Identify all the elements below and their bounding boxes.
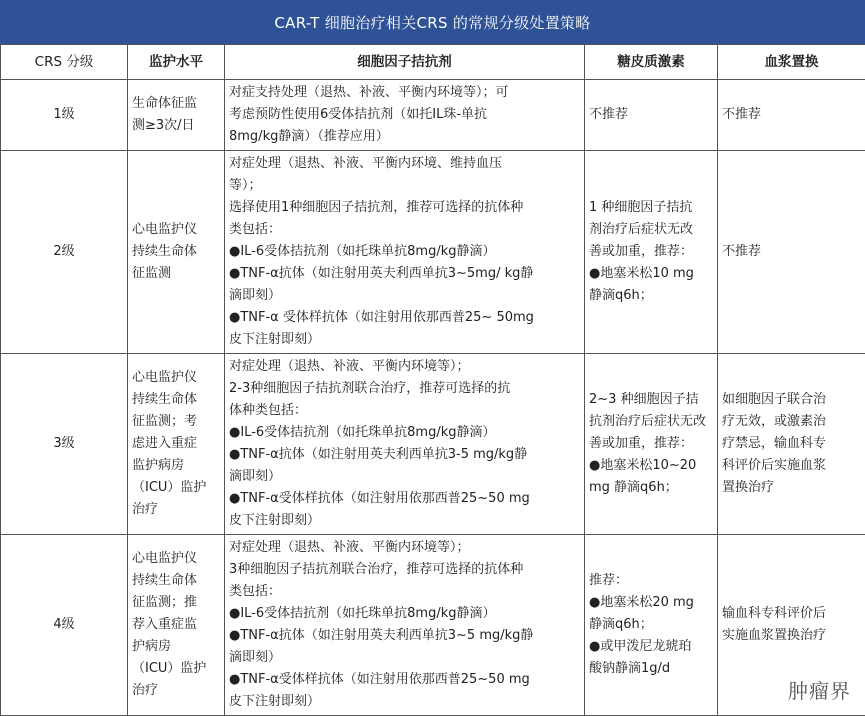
cell-text-line: 考虑预防性使用6受体拮抗剂（如托IL珠-单抗: [229, 104, 580, 126]
cell-text-line: 持续生命体: [132, 389, 220, 411]
cell-monitoring: [128, 535, 225, 716]
table-row: [1, 80, 865, 151]
cell-text-line: 皮下注射即刻）: [229, 691, 580, 713]
cell-text-line: 类包括：: [229, 219, 580, 241]
cell-text-line: 静滴q6h；: [589, 614, 713, 636]
cell-text-line: 测≥3次/日: [132, 115, 220, 137]
cell-text-line: 如细胞因子联合治: [722, 389, 861, 411]
header-row: [1, 45, 865, 80]
cell-cytokine-antagonist: [225, 80, 585, 151]
cell-text-line: 护病房: [132, 636, 220, 658]
cell-text-line: ●IL-6受体拮抗剂（如托珠单抗8mg/kg静滴）: [229, 241, 580, 263]
cell-text-line: 持续生命体: [132, 241, 220, 263]
cell-text-line: 心电监护仪: [132, 548, 220, 570]
cell-monitoring: [128, 80, 225, 151]
cell-text-line: （ICU）监护: [132, 477, 220, 499]
header-cytokine-antagonist: 细胞因子拮抗剂: [225, 45, 585, 80]
cell-text-line: 等）；: [229, 175, 580, 197]
table-row: [1, 535, 865, 716]
cell-text-line: 置换治疗: [722, 477, 861, 499]
cell-text-line: 善或加重，推荐：: [589, 241, 713, 263]
cell-text-line: 科评价后实施血浆: [722, 455, 861, 477]
cell-text-line: 类包括：: [229, 581, 580, 603]
cell-glucocorticoid: [585, 80, 718, 151]
cell-text-line: ●地塞米松10~20: [589, 455, 713, 477]
table-row: [1, 354, 865, 535]
cell-text-line: （ICU）监护: [132, 658, 220, 680]
cell-cytokine-antagonist: [225, 535, 585, 716]
cell-text-line: 滴即刻）: [229, 647, 580, 669]
cell-text-line: ●TNF-α抗体（如注射用英夫利西单抗3~5 mg/kg静: [229, 625, 580, 647]
cell-text-line: 不推荐: [722, 241, 861, 263]
cell-text-line: 对症处理（退热、补液、平衡内环境等）；: [229, 537, 580, 559]
cell-crs-grade: 3级: [1, 354, 128, 535]
header-crs-grade: CRS 分级: [1, 45, 128, 80]
cell-text-line: ●或甲泼尼龙琥珀: [589, 636, 713, 658]
table-title: CAR-T 细胞治疗相关CRS 的常规分级处置策略: [0, 0, 865, 44]
cell-monitoring: [128, 151, 225, 354]
header-plasma-exchange: 血浆置换: [718, 45, 865, 80]
cell-text-line: 虑进入重症: [132, 433, 220, 455]
cell-text-line: 静滴q6h；: [589, 285, 713, 307]
cell-text-line: 推荐：: [589, 570, 713, 592]
cell-text-line: 对症支持处理（退热、补液、平衡内环境等）；可: [229, 82, 580, 104]
crs-grading-table: [0, 44, 865, 716]
cell-text-line: 持续生命体: [132, 570, 220, 592]
cell-plasma-exchange: [718, 354, 865, 535]
cell-text-line: 治疗: [132, 499, 220, 521]
cell-text-line: 征监测: [132, 263, 220, 285]
cell-text-line: ●地塞米松20 mg: [589, 592, 713, 614]
cell-text-line: ●TNF-α受体样抗体（如注射用依那西普25~50 mg: [229, 669, 580, 691]
cell-monitoring: [128, 354, 225, 535]
cell-text-line: ●TNF-α受体样抗体（如注射用依那西普25~50 mg: [229, 488, 580, 510]
cell-text-line: 不推荐: [722, 104, 861, 126]
cell-text-line: ●地塞米松10 mg: [589, 263, 713, 285]
cell-plasma-exchange: [718, 80, 865, 151]
cell-text-line: 体种类包括：: [229, 400, 580, 422]
cell-text-line: 监护病房: [132, 455, 220, 477]
cell-text-line: 选择使用1种细胞因子拮抗剂，推荐可选择的抗体种: [229, 197, 580, 219]
cell-text-line: 3种细胞因子拮抗剂联合治疗，推荐可选择的抗体种: [229, 559, 580, 581]
cell-text-line: 皮下注射即刻）: [229, 329, 580, 351]
cell-text-line: 8mg/kg静滴）（推荐应用）: [229, 126, 580, 148]
cell-text-line: ●IL-6受体拮抗剂（如托珠单抗8mg/kg静滴）: [229, 422, 580, 444]
watermark: 肿瘤界: [788, 675, 851, 704]
cell-text-line: 剂治疗后症状无改: [589, 219, 713, 241]
cell-text-line: 实施血浆置换治疗: [722, 625, 861, 647]
cell-cytokine-antagonist: [225, 354, 585, 535]
cell-text-line: 2~3 种细胞因子拮: [589, 389, 713, 411]
cell-text-line: 皮下注射即刻）: [229, 510, 580, 532]
cell-text-line: 输血科专科评价后: [722, 603, 861, 625]
cell-text-line: mg 静滴q6h；: [589, 477, 713, 499]
cell-crs-grade: 1级: [1, 80, 128, 151]
cell-text-line: 善或加重，推荐：: [589, 433, 713, 455]
cell-crs-grade: 2级: [1, 151, 128, 354]
cell-text-line: 对症处理（退热、补液、平衡内环境、维持血压: [229, 153, 580, 175]
cell-text-line: ●TNF-α 受体样抗体（如注射用依那西普25~ 50mg: [229, 307, 580, 329]
cell-text-line: 滴即刻）: [229, 466, 580, 488]
cell-text-line: 征监测；推: [132, 592, 220, 614]
cell-text-line: ●TNF-α抗体（如注射用英夫利西单抗3~5mg/ kg静: [229, 263, 580, 285]
cell-text-line: 对症处理（退热、补液、平衡内环境等）；: [229, 356, 580, 378]
cell-text-line: 抗剂治疗后症状无改: [589, 411, 713, 433]
cell-text-line: 荐入重症监: [132, 614, 220, 636]
cell-cytokine-antagonist: [225, 151, 585, 354]
header-monitoring: 监护水平: [128, 45, 225, 80]
cell-text-line: 心电监护仪: [132, 367, 220, 389]
cell-plasma-exchange: [718, 151, 865, 354]
cell-text-line: 酸钠静滴1g/d: [589, 658, 713, 680]
cell-text-line: ●TNF-α抗体（如注射用英夫利西单抗3-5 mg/kg静: [229, 444, 580, 466]
cell-text-line: 疗无效，或激素治: [722, 411, 861, 433]
cell-text-line: 征监测；考: [132, 411, 220, 433]
cell-text-line: 治疗: [132, 680, 220, 702]
header-glucocorticoid: 糖皮质激素: [585, 45, 718, 80]
cell-text-line: ●IL-6受体拮抗剂（如托珠单抗8mg/kg静滴）: [229, 603, 580, 625]
cell-text-line: 2-3种细胞因子拮抗剂联合治疗，推荐可选择的抗: [229, 378, 580, 400]
cell-glucocorticoid: [585, 151, 718, 354]
cell-text-line: 不推荐: [589, 104, 713, 126]
cell-text-line: 生命体征监: [132, 93, 220, 115]
cell-glucocorticoid: [585, 354, 718, 535]
cell-text-line: 疗禁忌，输血科专: [722, 433, 861, 455]
cell-text-line: 滴即刻）: [229, 285, 580, 307]
table-row: [1, 151, 865, 354]
cell-text-line: 心电监护仪: [132, 219, 220, 241]
cell-text-line: 1 种细胞因子拮抗: [589, 197, 713, 219]
cell-crs-grade: 4级: [1, 535, 128, 716]
cell-glucocorticoid: [585, 535, 718, 716]
